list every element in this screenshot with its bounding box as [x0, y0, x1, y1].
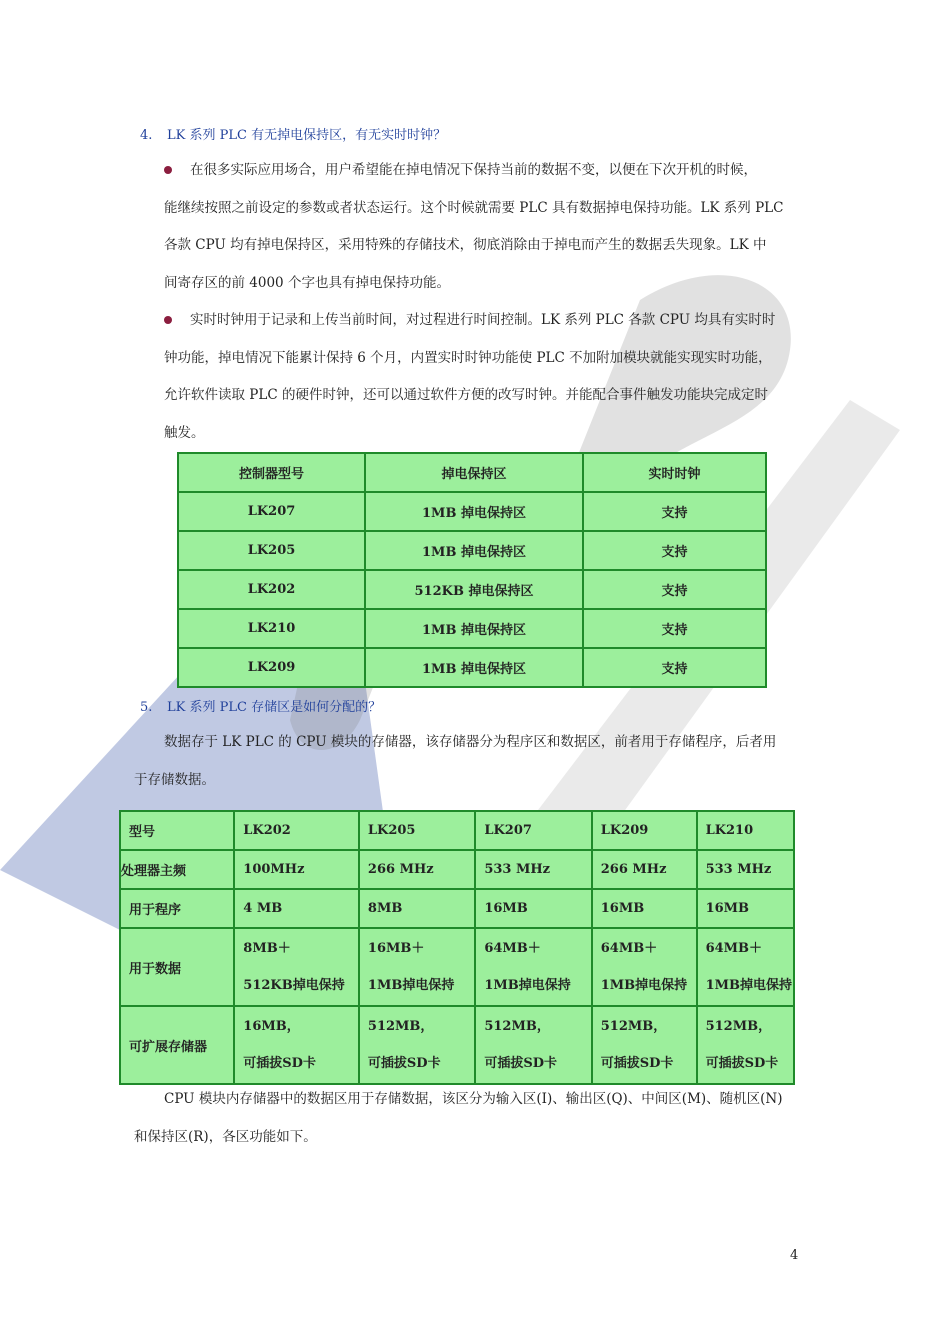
section-5-intro	[134, 724, 799, 799]
bullet-icon	[164, 316, 172, 324]
table-cell: 8MB＋ 512KB掉电保持	[234, 928, 359, 1006]
table-cell: LK210	[178, 609, 365, 648]
table-cell: 4 MB	[234, 889, 359, 928]
bullet-icon	[164, 166, 172, 174]
table-header-cell: 型号	[120, 811, 234, 850]
paragraph-line: 于存储数据。	[134, 771, 215, 788]
bullet-paragraph-rtc	[164, 302, 799, 452]
table-cell: 支持	[583, 492, 766, 531]
table-cell: 1MB 掉电保持区	[365, 609, 583, 648]
table-cell: 16MB	[475, 889, 591, 928]
paragraph-line: 触发。	[164, 424, 205, 441]
memory-allocation-table	[119, 810, 795, 1085]
table-cell: 1MB 掉电保持区	[365, 531, 583, 570]
table-header-cell: 控制器型号	[178, 453, 365, 492]
section-5-number: 5.	[140, 700, 153, 715]
table-cell: 支持	[583, 609, 766, 648]
table-cell: 支持	[583, 570, 766, 609]
table-row-label: 用于程序	[120, 889, 234, 928]
table-row-label: 处理器主频	[120, 850, 234, 889]
table-header-cell: LK205	[359, 811, 475, 850]
table-cell: 1MB 掉电保持区	[365, 492, 583, 531]
table-row	[178, 609, 766, 648]
table-cell: 512MB， 可插拔SD卡	[697, 1006, 794, 1084]
table-cell: LK207	[178, 492, 365, 531]
table-cell: 16MB	[697, 889, 794, 928]
table-cell: 64MB＋ 1MB掉电保持	[475, 928, 591, 1006]
section-5-outro	[134, 1081, 799, 1156]
table-cell: 512MB， 可插拔SD卡	[475, 1006, 591, 1084]
table-cell: 266 MHz	[592, 850, 697, 889]
paragraph-line: 钟功能，掉电情况下能累计保持 6 个月，内置实时时钟功能使 PLC 不加附加模块就能实现实时功能，	[164, 349, 772, 366]
table-row	[120, 850, 794, 889]
table-cell: 支持	[583, 531, 766, 570]
paragraph-line: 间寄存区的前 4000 个字也具有掉电保持功能。	[164, 274, 450, 291]
paragraph-line: 能继续按照之前设定的参数或者状态运行。这个时候就需要 PLC 具有数据掉电保持功能。LK 系列 PLC	[164, 199, 784, 216]
paragraph-line: 各款 CPU 均有掉电保持区，采用特殊的存储技术，彻底消除由于掉电而产生的数据丢失现象。LK 中	[164, 237, 767, 253]
section-5-heading	[140, 696, 381, 715]
table-row	[178, 648, 766, 687]
table-cell: 512MB， 可插拔SD卡	[359, 1006, 475, 1084]
paragraph-line: 在很多实际应用场合，用户希望能在掉电情况下保持当前的数据不变，以便在下次开机的时候，	[164, 152, 799, 190]
section-5-title: LK 系列 PLC 存储区是如何分配的？	[167, 700, 382, 715]
table-header-cell: LK210	[697, 811, 794, 850]
table-cell: 512KB 掉电保持区	[365, 570, 583, 609]
table-header-row	[178, 453, 766, 492]
section-4-number: 4.	[140, 128, 153, 143]
table-header-row	[120, 811, 794, 850]
table-header-cell: LK207	[475, 811, 591, 850]
table-row	[120, 928, 794, 1006]
section-4-heading	[140, 124, 446, 143]
table-cell: LK202	[178, 570, 365, 609]
table-header-cell: LK209	[592, 811, 697, 850]
paragraph-line: 和保持区(R)，各区功能如下。	[134, 1128, 317, 1145]
table-header-cell: 实时时钟	[583, 453, 766, 492]
table-cell: 533 MHz	[697, 850, 794, 889]
power-retention-table	[177, 452, 767, 688]
table-header-cell: 掉电保持区	[365, 453, 583, 492]
table-cell: 8MB	[359, 889, 475, 928]
paragraph-line: 数据存于 LK PLC 的 CPU 模块的存储器，该存储器分为程序区和数据区，前者用于存储程序，后者用	[164, 734, 777, 750]
table-row-label: 可扩展存储器	[120, 1006, 234, 1084]
table-cell: 16MB， 可插拔SD卡	[234, 1006, 359, 1084]
table-row-label: 用于数据	[120, 928, 234, 1006]
table-cell: LK209	[178, 648, 365, 687]
table-cell: 266 MHz	[359, 850, 475, 889]
table-row	[178, 492, 766, 531]
paragraph-line: 允许软件读取 PLC 的硬件时钟，还可以通过软件方便的改写时钟。并能配合事件触发功能块完成定时	[164, 387, 768, 403]
table-header-cell: LK202	[234, 811, 359, 850]
table-cell: 100MHz	[234, 850, 359, 889]
table-cell: 533 MHz	[475, 850, 591, 889]
table-cell: LK205	[178, 531, 365, 570]
table-cell: 16MB＋ 1MB掉电保持	[359, 928, 475, 1006]
table-cell: 1MB 掉电保持区	[365, 648, 583, 687]
table-row	[120, 889, 794, 928]
table-cell: 512MB， 可插拔SD卡	[592, 1006, 697, 1084]
paragraph-line: CPU 模块内存储器中的数据区用于存储数据，该区分为输入区(I)、输出区(Q)、中间区(M)、随机区(N)	[164, 1091, 783, 1107]
table-row	[120, 1006, 794, 1084]
page-number: 4	[790, 1248, 799, 1263]
section-4-title: LK 系列 PLC 有无掉电保持区，有无实时时钟？	[167, 128, 447, 143]
paragraph-line: 实时时钟用于记录和上传当前时间，对过程进行时间控制。LK 系列 PLC 各款 CPU 均具有实时时	[164, 302, 799, 340]
table-cell: 16MB	[592, 889, 697, 928]
table-cell: 64MB＋ 1MB掉电保持	[697, 928, 794, 1006]
table-cell: 支持	[583, 648, 766, 687]
table-row	[178, 570, 766, 609]
table-cell: 64MB＋ 1MB掉电保持	[592, 928, 697, 1006]
bullet-paragraph-power-loss	[164, 152, 799, 302]
table-row	[178, 531, 766, 570]
